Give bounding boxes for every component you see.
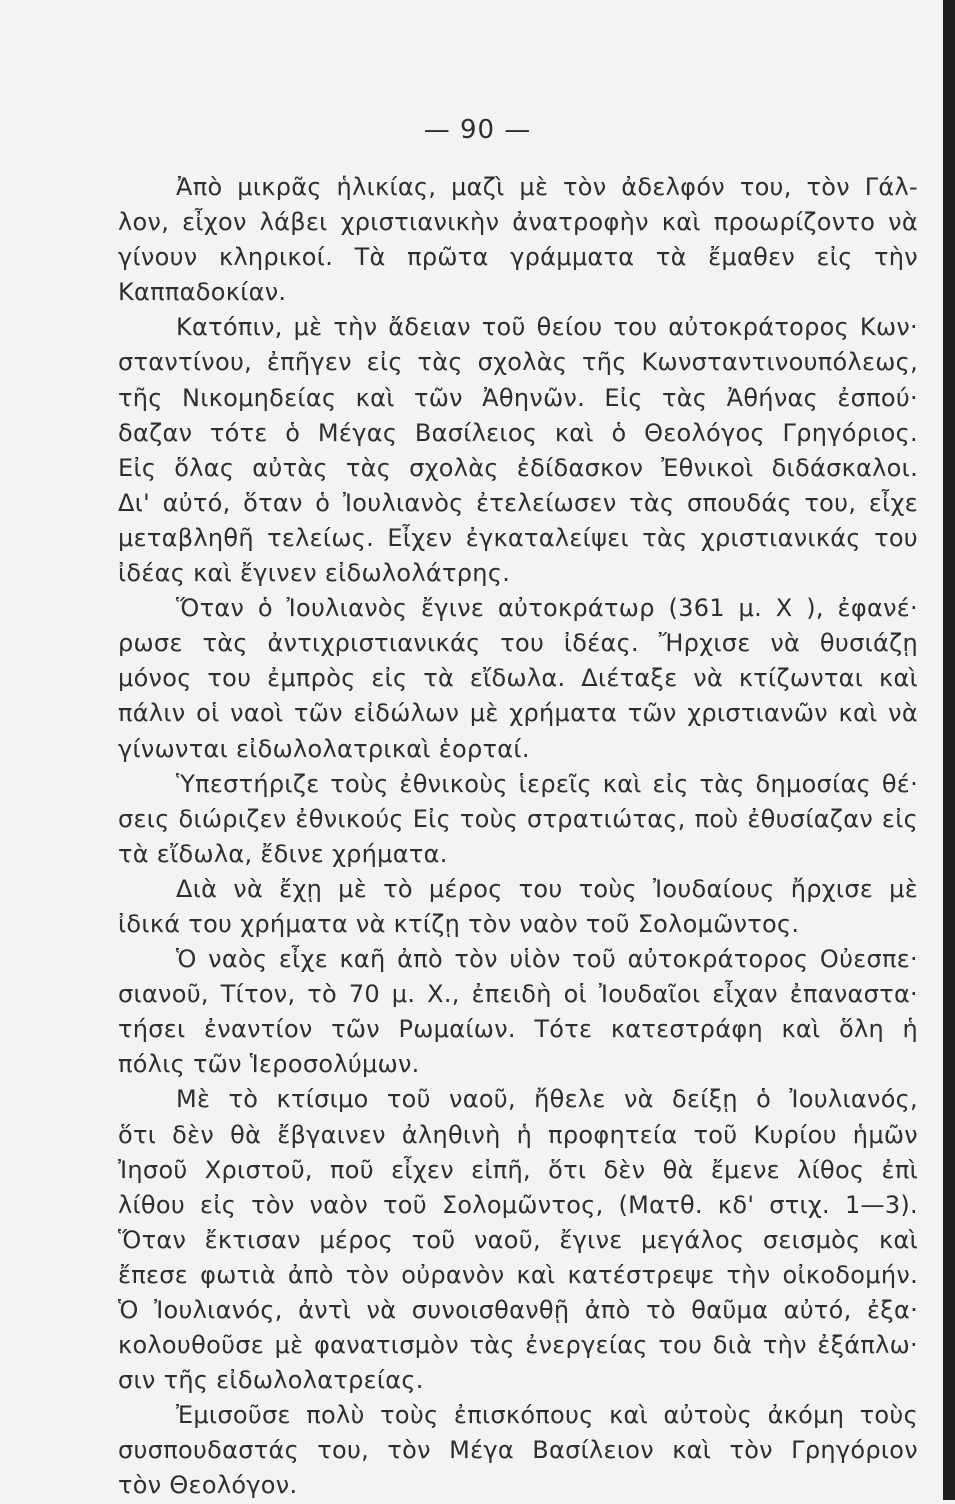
text-line: ἰδέας καὶ ἔγινεν εἰδωλολάτρης. xyxy=(118,559,511,588)
text-line: δαζαν τότε ὁ Μέγας Βασίλειος καὶ ὁ Θεολόγος Γρηγόριος. xyxy=(118,418,918,447)
text-line: τήσει ἐναντίον τῶν Ρωμαίων. Τότε κατεστράφη καὶ ὅλη ἡ xyxy=(118,1015,918,1044)
text-line: Ὅταν ὁ Ἰουλιανὸς ἔγινε αὐτοκράτωρ (361 μ. Χ ), ἐφανέ· xyxy=(176,594,918,623)
text-line: ἰδικά του χρήματα νὰ κτίζῃ τὸν ναὸν τοῦ Σολομῶντος. xyxy=(118,909,800,938)
text-line: Δι' αὐτό, ὅταν ὁ Ἰουλιανὸς ἐτελείωσεν τὰς σπουδάς του, εἶχε xyxy=(118,488,918,517)
body-text xyxy=(118,170,918,1504)
text-line: σεις διώριζεν ἐθνικούς Εἰς τοὺς στρατιώτας, ποὺ ἐθυσίαζαν εἰς xyxy=(118,804,918,833)
text-line: Διὰ νὰ ἔχῃ μὲ τὸ μέρος του τοὺς Ἰουδαίους ἤρχισε μὲ xyxy=(176,874,918,903)
text-line: λίθου εἰς τὸν ναὸν τοῦ Σολομῶντος, (Ματθ. κδ' στιχ. 1—3). xyxy=(118,1190,918,1219)
text-line: μόνος του ἐμπρὸς εἰς τὰ εἴδωλα. Διέταξε νὰ κτίζωνται καὶ xyxy=(118,664,918,693)
text-line: μεταβληθῆ τελείως. Εἶχεν ἐγκαταλείψει τὰς χριστιανικάς του xyxy=(118,523,918,552)
text-line: Μὲ τὸ κτίσιμο τοῦ ναοῦ, ἤθελε νὰ δείξῃ ὁ Ἰουλιανός, xyxy=(176,1085,918,1114)
text-line: Ὑπεστήριζε τοὺς ἐθνικοὺς ἱερεῖς καὶ εἰς τὰς δημοσίας θέ· xyxy=(176,769,918,798)
text-line: πάλιν οἱ ναοὶ τῶν εἰδώλων μὲ χρήματα τῶν χριστιανῶν καὶ νὰ xyxy=(118,699,918,728)
text-line: Ἐμισοῦσε πολὺ τοὺς ἐπισκόπους καὶ αὐτοὺς ἀκόμη τοὺς xyxy=(176,1401,918,1430)
text-line: ρωσε τὰς ἀντιχριστιανικάς του ἰδέας. Ἤρχισε νὰ θυσιάζῃ xyxy=(118,629,918,658)
text-line: Κατόπιν, μὲ τὴν ἄδειαν τοῦ θείου του αὐτοκράτορος Κων· xyxy=(176,313,918,342)
text-line: γίνουν κληρικοί. Τὰ πρῶτα γράμματα τὰ ἔμαθεν εἰς τὴν xyxy=(118,243,918,272)
scan-edge xyxy=(943,0,955,1500)
text-line: τῆς Νικομηδείας καὶ τῶν Ἀθηνῶν. Εἰς τὰς Ἀθήνας ἐσπού· xyxy=(118,383,918,412)
text-line: Εἰς ὅλας αὐτὰς τὰς σχολὰς ἐδίδασκον Ἐθνικοὶ διδάσκαλοι. xyxy=(118,453,918,482)
text-line: Ὅταν ἔκτισαν μέρος τοῦ ναοῦ, ἔγινε μεγάλος σεισμὸς καὶ xyxy=(118,1225,918,1254)
text-line: συσπουδαστάς του, τὸν Μέγα Βασίλειον καὶ τὸν Γρηγόριον xyxy=(118,1436,918,1465)
text-line: σταντίνου, ἐπῆγεν εἰς τὰς σχολὰς τῆς Κωνσταντινουπόλεως, xyxy=(118,348,918,377)
text-line: λον, εἶχον λάβει χριστιανικὴν ἀνατροφὴν καὶ προωρίζοντο νὰ xyxy=(118,208,918,237)
text-line: Ἀπὸ μικρᾶς ἡλικίας, μαζὶ μὲ τὸν ἀδελφόν του, τὸν Γάλ- xyxy=(176,173,918,201)
text-line: Ὁ ναὸς εἶχε καῆ ἀπὸ τὸν υἱὸν τοῦ αὐτοκράτορος Οὐεσπε· xyxy=(176,945,918,974)
text-line: γίνωνται εἰδωλολατρικαὶ ἑορταί. xyxy=(118,734,530,763)
text-line: ὅτι δὲν θὰ ἔβγαινεν ἀληθινὴ ἡ προφητεία τοῦ Κυρίου ἡμῶν xyxy=(118,1120,918,1149)
text-line: τὸν Θεολόγον. xyxy=(118,1471,298,1500)
text-line: κολουθοῦσε μὲ φανατισμὸν τὰς ἐνεργείας του διὰ τὴν ἐξάπλω· xyxy=(118,1331,918,1360)
text-line: πόλις τῶν Ἱεροσολύμων. xyxy=(118,1050,420,1079)
text-line: Ἰησοῦ Χριστοῦ, ποῦ εἶχεν εἰπῆ, ὅτι δὲν θὰ ἔμενε λίθος ἐπὶ xyxy=(118,1155,918,1184)
text-line: σιανοῦ, Τίτον, τὸ 70 μ. Χ., ἐπειδὴ οἱ Ἰουδαῖοι εἶχαν ἐπαναστα· xyxy=(118,980,918,1009)
text-line: τὰ εἴδωλα, ἔδινε χρήματα. xyxy=(118,839,448,868)
text-line: Ὁ Ἰουλιανός, ἀντὶ νὰ συνοισθανθῇ ἀπὸ τὸ θαῦμα αὐτό, ἐξα· xyxy=(118,1296,918,1324)
text-line: σιν τῆς εἰδωλολατρείας. xyxy=(118,1366,424,1395)
text-line: Καππαδοκίαν. xyxy=(118,278,287,307)
page-number: — 90 — xyxy=(423,115,532,145)
text-line: ἔπεσε φωτιὰ ἀπὸ τὸν οὐρανὸν καὶ κατέστρεψε τὴν οἰκοδομήν. xyxy=(118,1260,918,1289)
